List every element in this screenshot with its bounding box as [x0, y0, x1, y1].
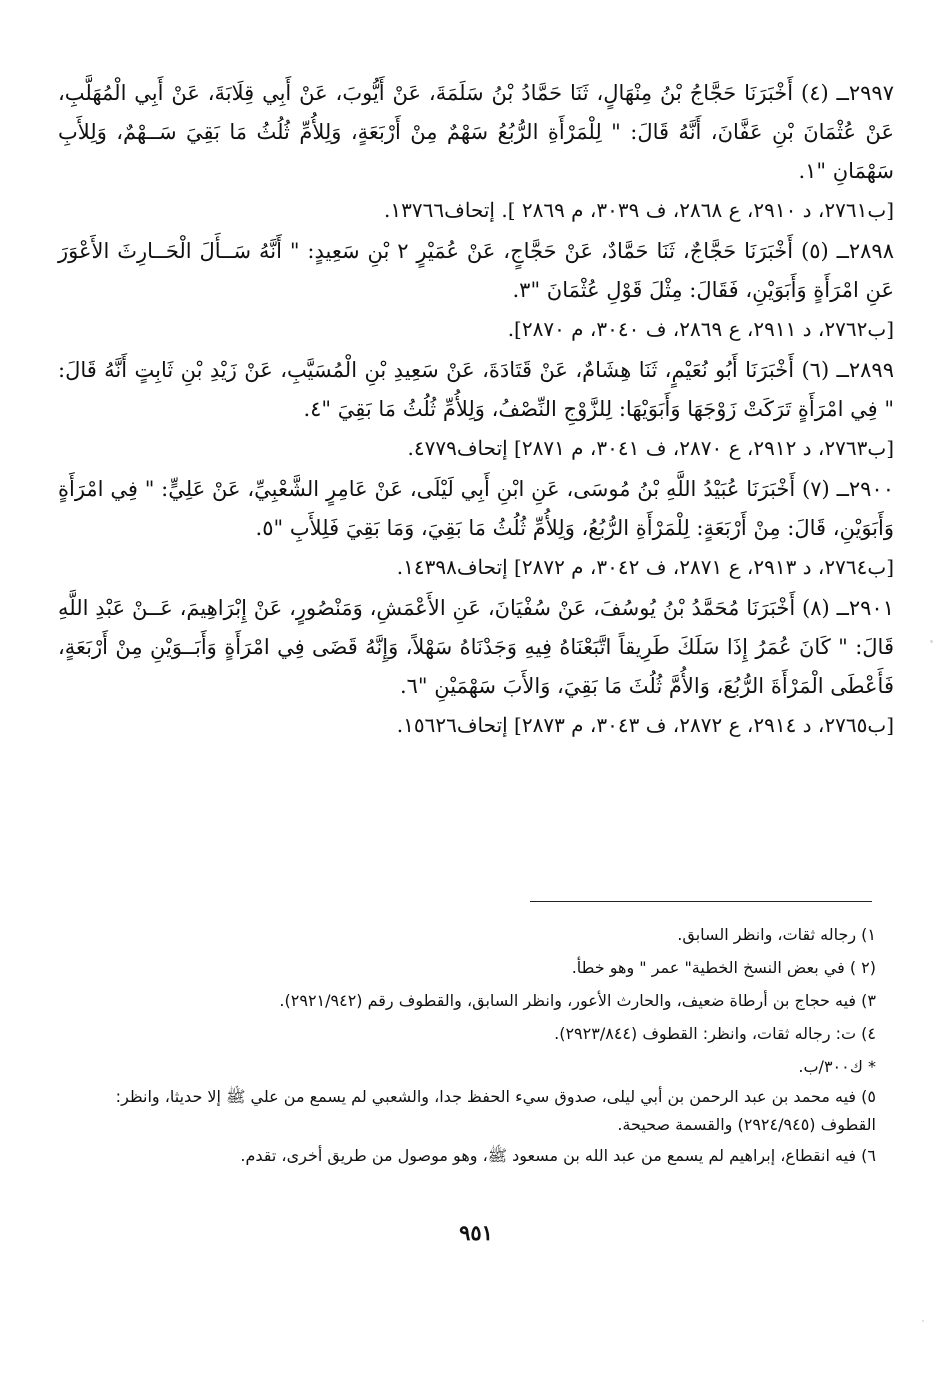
hadith-text: ٢٨٩٨ــ (٥) أَخْبَرَنَا حَجَّاجٌ، ثَنَا حَمَّادٌ، عَنْ حَجَّاجٍ، عَنْ عُمَيْرٍ ٢ بْنِ سَعِيدٍ: " أَنَّهُ سَــأَلَ الْحَــارِثَ الأَعْوَرَ عَنِ امْرَأَةٍ وَأَبَوَيْنِ، فَقَالَ: مِثْلَ قَوْلِ عُثْمَانَ "٣. — [58, 239, 894, 302]
footnote: ٣) فيه حجاج بن أرطاة ضعيف، والحارث الأعور، وانظر السابق، والقطوف رقم (٢٩٢١/٩٤٢). — [279, 991, 876, 1010]
footnote: ٤) ت: رجاله ثقات، وانظر: القطوف (٢٩٢٣/٨٤٤). — [554, 1024, 876, 1043]
hadith-reference: [ب٢٧٦٣، د ٢٩١٢، ع ٢٨٧٠، ف ٣٠٤١، م ٢٨٧١] إتحاف٤٧٧٩. — [407, 436, 894, 460]
footnote: ٥) فيه محمد بن عبد الرحمن بن أبي ليلى، صدوق سيء الحفظ جدا، والشعبي لم يسمع من علي ﷺ إلا حديثا، وانظر: القطوف (٢٩٢٤/٩٤٥) والقسمة صحيحة. — [115, 1087, 876, 1134]
hadith-text: ٢٩٩٧ــ (٤) أَخْبَرَنَا حَجَّاجُ بْنُ مِنْهَالٍ، ثَنَا حَمَّادُ بْنُ سَلَمَةَ، عَنْ أَيُّوبَ، عَنْ أَبِي قِلَابَةَ، عَنْ أَبِي الْمُهَلَّبِ، عَنْ عُثْمَانَ بْنِ عَفَّانَ، أَنَّهُ قَالَ: " لِلْمَرْأَةِ الرُّبُعُ سَهْمٌ مِنْ أَرْبَعَةٍ، وَلِلأُمِّ ثُلُثُ مَا بَقِيَ سَــهْمٌ، وَلِلأَبِ سَهْمَانِ "١. — [58, 81, 894, 183]
hadith-reference: [ب٢٧٦٥، د ٢٩١٤، ع ٢٨٧٢، ف ٣٠٤٣، م ٢٨٧٣] إتحاف١٥٦٢٦. — [396, 713, 894, 737]
hadith-entry — [58, 470, 894, 587]
hadith-reference: [ب٢٧٦٤، د ٢٩١٣، ع ٢٨٧١، ف ٣٠٤٢، م ٢٨٧٢] إتحاف١٤٣٩٨. — [396, 555, 894, 579]
footnote: * ك٣٠٠/ب. — [798, 1057, 876, 1076]
hadith-text: ٢٨٩٩ــ (٦) أَخْبَرَنَا أَبُو نُعَيْمٍ، ثَنَا هِشَامٌ، عَنْ قَتَادَةَ، عَنْ سَعِيدِ بْنِ الْمُسَيَّبِ، عَنْ زَيْدِ بْنِ ثَابِتٍ أَنَّهُ قَالَ: " فِي امْرَأَةٍ تَرَكَتْ زَوْجَهَا وَأَبَوَيْهَا: لِلزَّوْجِ النِّصْفُ، وَلِلأُمِّ ثُلُثُ مَا بَقِيَ "٤. — [58, 358, 894, 421]
hadith-entry — [58, 232, 894, 349]
hadith-text: ٢٩٠٠ــ (٧) أَخْبَرَنَا عُبَيْدُ اللَّهِ بْنُ مُوسَى، عَنِ ابْنِ أَبِي لَيْلَى، عَنْ عَامِرٍ الشَّعْبِيِّ، عَنْ عَلِيٍّ: " فِي امْرَأَةٍ وَأَبَوَيْنِ، قَالَ: مِنْ أَرْبَعَةٍ: لِلْمَرْأَةِ الرُّبُعُ، وَلِلأُمِّ ثُلُثُ مَا بَقِيَ، وَمَا بَقِيَ فَلِلأَبِ "٥. — [58, 477, 894, 540]
footnote: ١) رجاله ثقات، وانظر السابق. — [677, 925, 876, 944]
hadith-entry — [58, 589, 894, 745]
footnote-separator — [530, 901, 872, 902]
hadith-reference: [ب٢٧٦١، د ٢٩١٠، ع ٢٨٦٨، ف ٣٠٣٩، م ٢٨٦٩ ]. إتحاف١٣٧٦٦. — [384, 198, 894, 222]
scan-speck — [930, 640, 933, 643]
hadith-reference: [ب٢٧٦٢، د ٢٩١١، ع ٢٨٦٩، ف ٣٠٤٠، م ٢٨٧٠]. — [507, 317, 894, 341]
hadith-text: ٢٩٠١ــ (٨) أَخْبَرَنَا مُحَمَّدُ بْنُ يُوسُفَ، عَنْ سُفْيَانَ، عَنِ الأَعْمَشِ، وَمَنْصُورٍ، عَنْ إِبْرَاهِيمَ، عَــنْ عَبْدِ اللَّهِ قَالَ: " كَانَ عُمَرُ إِذَا سَلَكَ طَرِيقاً اتَّبَعْنَاهُ فِيهِ وَجَدْنَاهُ سَهْلاً، وَإِنَّهُ قَضَى فِي امْرَأَةٍ وَأَبَــوَيْنِ مِنْ أَرْبَعَةٍ، فَأَعْطَى الْمَرْأَةَ الرُّبُعَ، وَالأُمَّ ثُلُثَ مَا بَقِيَ، وَالأَبَ سَهْمَيْنِ "٦. — [58, 596, 894, 698]
footnote: ٦) فيه انقطاع، إبراهيم لم يسمع من عبد الله بن مسعود ﷺ، وهو موصول من طريق أخرى، تقدم. — [240, 1146, 876, 1165]
hadith-entry — [58, 74, 894, 230]
hadith-entry — [58, 351, 894, 468]
footnotes-block — [70, 918, 876, 1172]
page-number: ٩٥١ — [459, 1220, 493, 1245]
footnote: (٢ ) في بعض النسخ الخطية" عمر " وهو خطأ. — [571, 958, 876, 977]
main-text-block — [58, 74, 894, 747]
scan-speck — [922, 1320, 924, 1322]
